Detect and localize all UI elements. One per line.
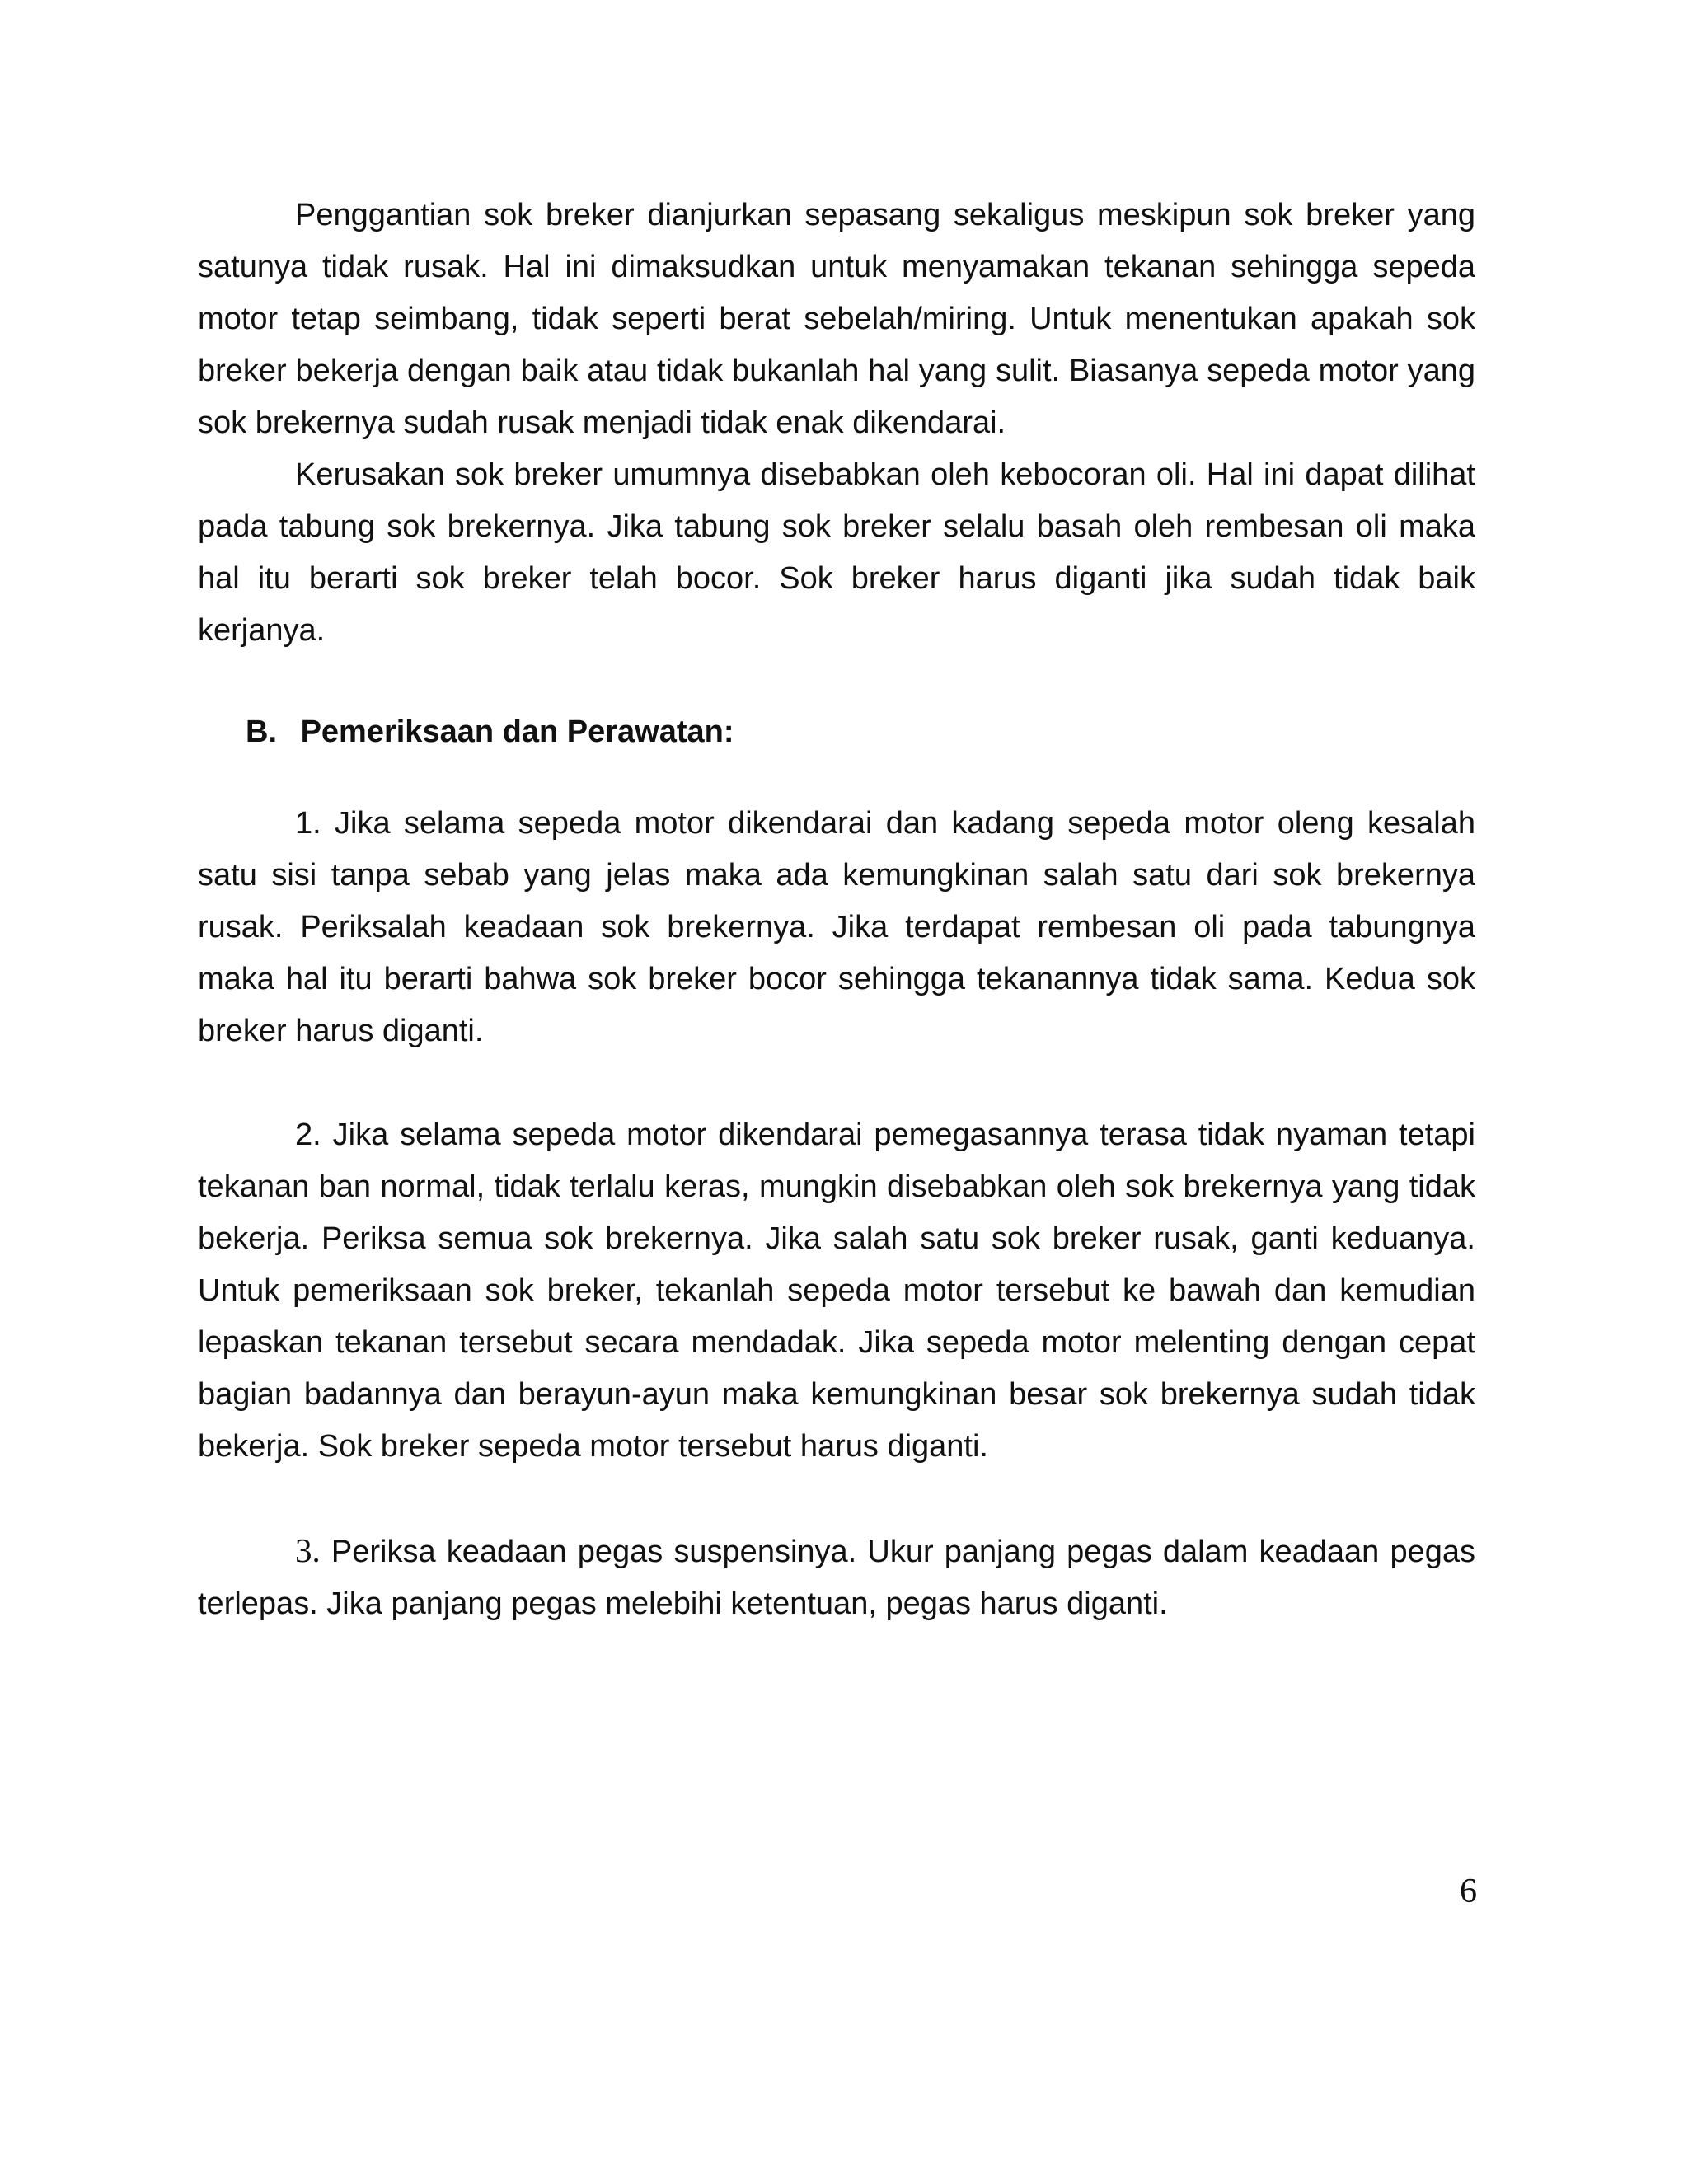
section-letter: B.	[246, 715, 277, 749]
list-item-1	[198, 798, 1475, 1057]
paragraph-shock-damage: Kerusakan sok breker umumnya disebabkan oleh kebocoran oli. Hal ini dapat dilihat pada tabung sok brekernya. Jika tabung sok breker selalu basah oleh rembesan oli maka hal itu berarti sok breker telah bocor. Sok breker harus diganti jika sudah tidak baik kerjanya.	[198, 457, 1475, 648]
section-title: Pemeriksaan dan Perawatan:	[300, 715, 734, 749]
list-item-text: Jika selama sepeda motor dikendarai pemegasannya terasa tidak nyaman tetapi tekanan ban normal, tidak terlalu keras, mungkin disebabkan oleh sok brekernya yang tidak bekerja. Periksa semua sok brekernya. Jika salah satu sok breker rusak, ganti keduanya. Untuk pemeriksaan sok breker, tekanlah sepeda motor tersebut ke bawah dan kemudian lepaskan tekanan tersebut secara mendadak. Jika sepeda motor melenting dengan cepat bagian badannya dan berayun-ayun maka kemungkinan besar sok brekernya sudah tidak bekerja. Sok breker sepeda motor tersebut harus diganti.	[198, 1118, 1475, 1464]
list-item-text: Jika selama sepeda motor dikendarai dan kadang sepeda motor oleng kesalah satu sisi tanpa sebab yang jelas maka ada kemungkinan salah satu dari sok brekernya rusak. Periksalah keadaan sok brekernya. Jika terdapat rembesan oli pada tabungnya maka hal itu berarti bahwa sok breker bocor sehingga tekanannya tidak sama. Kedua sok breker harus diganti.	[198, 806, 1475, 1048]
section-heading	[246, 706, 1475, 758]
list-item-text: Periksa keadaan pegas suspensinya. Ukur panjang pegas dalam keadaan pegas terlepas. Jika panjang pegas melebihi ketentuan, pegas harus diganti.	[198, 1535, 1475, 1621]
list-item-2	[198, 1109, 1475, 1473]
page-content	[198, 190, 1475, 1630]
list-item-3	[198, 1525, 1475, 1630]
page-number: 6	[1460, 1872, 1477, 1910]
list-item-number: 1.	[295, 806, 321, 841]
list-item-number: 2.	[295, 1118, 321, 1152]
list-item-number: 3.	[295, 1531, 321, 1569]
paragraph-shock-replacement: Penggantian sok breker dianjurkan sepasang sekaligus meskipun sok breker yang satunya tidak rusak. Hal ini dimaksudkan untuk menyamakan tekanan sehingga sepeda motor tetap seimbang, tidak seperti berat sebelah/miring. Untuk menentukan apakah sok breker bekerja dengan baik atau tidak bukanlah hal yang sulit. Biasanya sepeda motor yang sok brekernya sudah rusak menjadi tidak enak dikendarai.	[198, 198, 1475, 440]
